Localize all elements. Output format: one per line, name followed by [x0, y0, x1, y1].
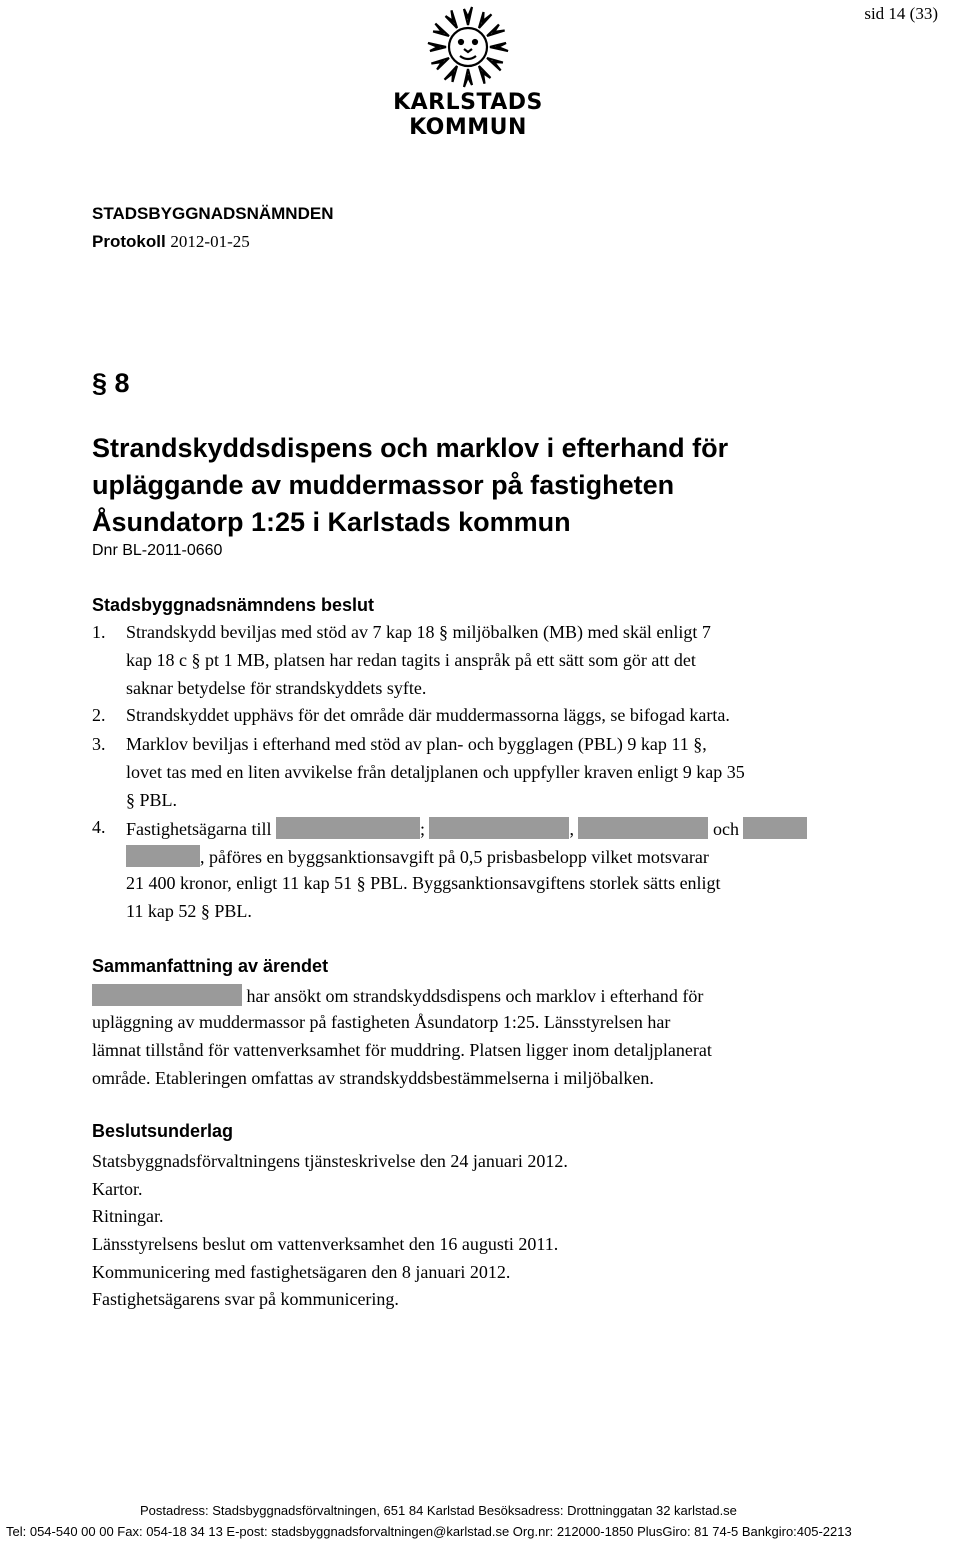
- redacted-block: [429, 817, 569, 839]
- item-line: 11 kap 52 § PBL.: [126, 901, 252, 921]
- footer-address: Postadress: Stadsbyggnadsförvaltningen, 651 84 Karlstad Besöksadress: Drottninggatan 32 karlstad.se: [140, 1503, 737, 1518]
- committee-name: STADSBYGGNADSNÄMNDEN: [92, 204, 334, 223]
- item-text: och: [712, 819, 739, 839]
- item-line: kap 18 c § pt 1 MB, platsen har redan tagits i anspråk på ett sätt som gör att det: [126, 650, 696, 670]
- item-line: § PBL.: [126, 790, 178, 810]
- separator: ;: [419, 819, 425, 839]
- protocol-line: [92, 232, 250, 252]
- summary-heading: Sammanfattning av ärendet: [92, 956, 329, 976]
- basis-item: Kommunicering med fastighetsägaren den 8 januari 2012.: [92, 1262, 511, 1282]
- item-line: 21 400 kronor, enligt 11 kap 51 § PBL. Byggsanktionsavgiftens storlek sätts enligt: [126, 873, 721, 893]
- decision-heading: Stadsbyggnadsnämndens beslut: [92, 595, 375, 615]
- item-number: 3.: [92, 734, 106, 754]
- section-number: § 8: [92, 368, 130, 398]
- case-dnr: Dnr BL-2011-0660: [92, 542, 223, 559]
- summary-text: har ansökt om strandskyddsdispens och marklov i efterhand för: [246, 986, 704, 1006]
- item-line: [126, 845, 709, 868]
- karlstad-logo: [345, 4, 591, 140]
- item-line: Strandskyddet upphävs för det område där muddermassorna läggs, se bifogad karta.: [126, 705, 730, 725]
- basis-item: Kartor.: [92, 1179, 143, 1199]
- item-number: 1.: [92, 622, 106, 642]
- summary-line: område. Etableringen omfattas av strandskyddsbestämmelserna i miljöbalken.: [92, 1068, 654, 1088]
- redacted-block: [276, 817, 420, 839]
- item-line: lovet tas med en liten avvikelse från detaljplanen och uppfyller kraven enligt 9 kap 35: [126, 762, 745, 782]
- basis-item: Ritningar.: [92, 1206, 164, 1226]
- item-line: [126, 817, 807, 840]
- basis-item: Statsbyggnadsförvaltningens tjänsteskrivelse den 24 januari 2012.: [92, 1151, 568, 1171]
- redacted-block: [92, 984, 242, 1006]
- redacted-block: [743, 817, 807, 839]
- basis-item: Länsstyrelsens beslut om vattenverksamhet den 16 augusti 2011.: [92, 1234, 559, 1254]
- item-text: , påföres en byggsanktionsavgift på 0,5 prisbasbelopp vilket motsvarar: [200, 847, 709, 867]
- summary-line: upläggning av muddermassor på fastigheten Åsundatorp 1:25. Länsstyrelsen har: [92, 1012, 671, 1032]
- separator: ,: [569, 819, 574, 839]
- item-text: Fastighetsägarna till: [126, 819, 272, 839]
- footer-contact: Tel: 054-540 00 00 Fax: 054-18 34 13 E-post: stadsbyggnadsforvaltningen@karlstad.se Org.nr: 212000-1850 PlusGiro: 81 74-5 Bankgiro:405-2213: [6, 1524, 852, 1539]
- logo-text: KARLSTADS KOMMUN: [393, 90, 543, 140]
- page-number: sid 14 (33): [864, 4, 938, 23]
- case-title-line: upläggande av muddermassor på fastigheten: [92, 470, 675, 500]
- basis-heading: Beslutsunderlag: [92, 1121, 234, 1141]
- protocol-date: 2012-01-25: [170, 232, 250, 251]
- protocol-label: Protokoll: [92, 232, 166, 251]
- case-title-line: Strandskyddsdispens och marklov i efterhand för: [92, 433, 729, 463]
- sun-emblem-icon: [345, 4, 591, 90]
- case-title-line: Åsundatorp 1:25 i Karlstads kommun: [92, 507, 571, 537]
- summary-line: lämnat tillstånd för vattenverksamhet för muddring. Platsen ligger inom detaljplanerat: [92, 1040, 712, 1060]
- item-line: Marklov beviljas i efterhand med stöd av plan- och bygglagen (PBL) 9 kap 11 §,: [126, 734, 707, 754]
- redacted-block: [578, 817, 708, 839]
- item-number: 4.: [92, 817, 106, 837]
- case-title: [92, 430, 932, 541]
- item-line: saknar betydelse för strandskyddets syfte.: [126, 678, 427, 698]
- basis-item: Fastighetsägarens svar på kommunicering.: [92, 1289, 399, 1309]
- item-number: 2.: [92, 705, 106, 725]
- redacted-block: [126, 845, 200, 867]
- item-line: Strandskydd beviljas med stöd av 7 kap 18 § miljöbalken (MB) med skäl enligt 7: [126, 622, 711, 642]
- summary-line: [92, 984, 703, 1007]
